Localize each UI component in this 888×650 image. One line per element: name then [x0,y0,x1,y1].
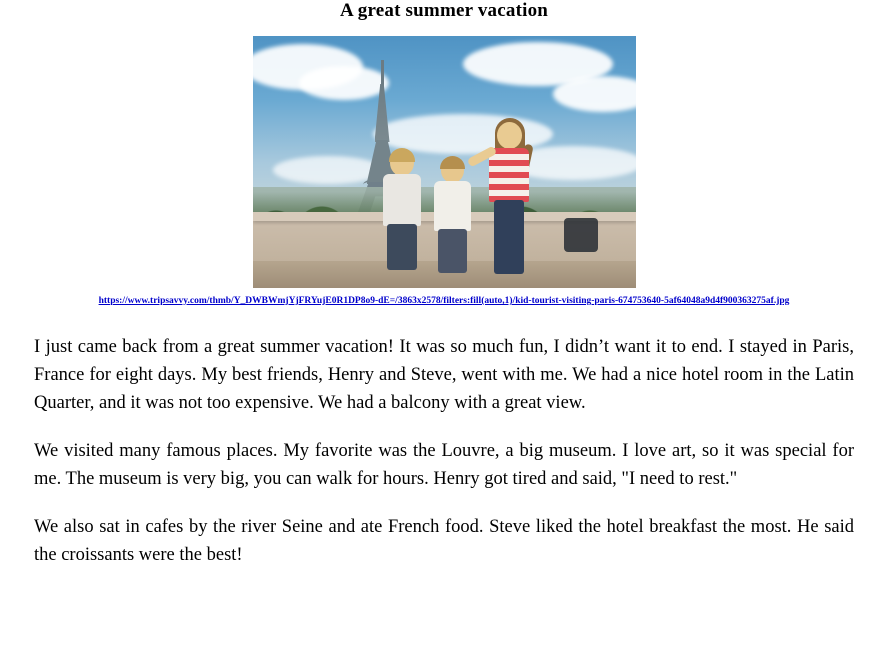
figure [12,36,876,307]
photo-child-left [379,150,425,270]
photo-child-middle [431,156,475,272]
page-title: A great summer vacation [339,0,549,21]
photo-child-right-pointing [481,122,541,274]
paragraph-2: We visited many famous places. My favorite was the Louvre, a big museum. I love art, so it was special for me. The museum is very big, you can walk for hours. Henry got tired and said, "I need to rest." [34,441,854,489]
paragraph-1: I just came back from a great summer vacation! It was so much fun, I didn’t want it to end. I stayed in Paris, France for eight days. My best friends, Henry and Steve, went with me. We had a nice hotel room in the Latin Quarter, and it was not too expensive. We had a balcony with a great view. [34,337,854,413]
article-body [12,333,876,569]
photo-background-object [564,218,598,252]
vacation-photo-image [253,36,636,288]
paragraph-3: We also sat in cafes by the river Seine and ate French food. Steve liked the hotel breakfast the most. He said the croissants were the best! [34,517,854,565]
image-source-link[interactable]: https://www.tripsavvy.com/thmb/Y_DWBWmjYjFRYujE0R1DP8o9-dE=/3863x2578/filters:fill(auto,1)/kid-tourist-visiting-paris-674753640-5af64048a9d4f900363275af.jpg [98,296,790,306]
